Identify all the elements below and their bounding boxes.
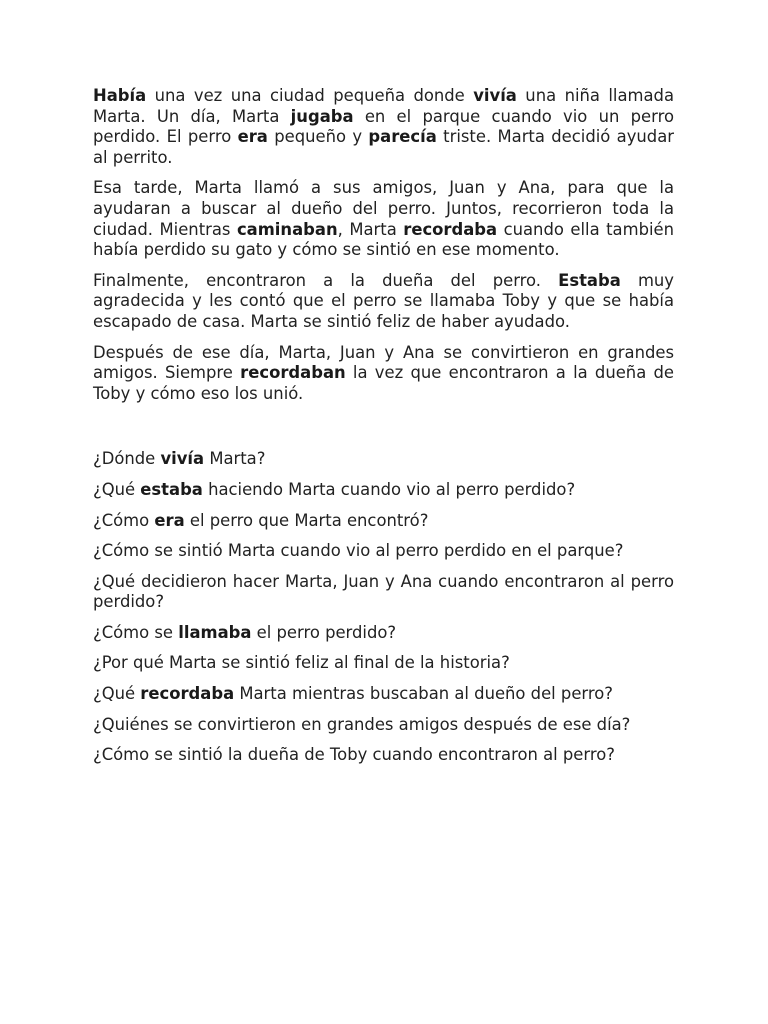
- emphasized-verb: era: [237, 127, 268, 147]
- text-run: muy agradecida y les contó que el perro se llamaba Toby y que se había escapado de casa. Marta se sintió feliz de haber ayudado.: [93, 270, 674, 331]
- text-run: Esa tarde, Marta llamó a sus amigos, Juan y Ana, para que la ayudaran a buscar al dueño del perro. Juntos, recorrieron toda la ciudad. Mientras: [93, 178, 674, 239]
- text-run: ¿Cómo se sintió Marta cuando vio al perro perdido en el parque?: [93, 541, 624, 561]
- text-run: ¿Cómo se: [93, 622, 179, 642]
- emphasized-verb: estaba: [140, 479, 203, 499]
- text-run: ¿Qué decidieron hacer Marta, Juan y Ana cuando encontraron al perro perdido?: [93, 571, 674, 612]
- story-paragraph: [93, 343, 674, 405]
- story-paragraph: [93, 86, 674, 168]
- text-run: el perro que Marta encontró?: [184, 510, 429, 530]
- text-run: cuando ella también había perdido su gato y cómo se sintió en ese momento.: [93, 219, 674, 260]
- text-run: el perro perdido?: [251, 622, 397, 642]
- text-run: ¿Cómo: [93, 510, 155, 530]
- emphasized-verb: caminaban: [236, 219, 338, 239]
- question-item: [93, 511, 674, 532]
- emphasized-verb: Estaba: [558, 270, 621, 290]
- emphasized-verb: jugaba: [290, 106, 354, 126]
- story-paragraph: [93, 271, 674, 333]
- text-run: haciendo Marta cuando vio al perro perdido?: [202, 479, 576, 499]
- question-item: [93, 684, 674, 705]
- emphasized-verb: parecía: [368, 127, 437, 147]
- question-item: [93, 745, 674, 766]
- emphasized-verb: recordaba: [140, 684, 235, 704]
- text-run: ¿Cómo se sintió la dueña de Toby cuando encontraron al perro?: [93, 745, 615, 765]
- comprehension-questions: [93, 449, 674, 766]
- text-run: triste. Marta decidió ayudar al perrito.: [93, 127, 674, 167]
- text-run: una vez una ciudad pequeña donde: [146, 86, 474, 105]
- text-run: , Marta: [337, 219, 404, 239]
- question-item: [93, 449, 674, 470]
- emphasized-verb: recordaban: [240, 363, 346, 383]
- text-run: la vez que encontraron a la dueña de Toby y cómo eso los unió.: [93, 363, 674, 403]
- text-run: Después de ese día, Marta, Juan y Ana se convirtieron en grandes amigos. Siempre: [93, 342, 674, 383]
- question-item: [93, 653, 674, 674]
- text-run: pequeño y: [267, 127, 369, 147]
- question-item: [93, 623, 674, 644]
- document-page: [93, 86, 674, 776]
- text-run: ¿Dónde: [93, 449, 161, 469]
- text-run: Marta?: [204, 449, 266, 469]
- question-item: [93, 572, 674, 613]
- story-text: [93, 86, 674, 404]
- question-item: [93, 480, 674, 501]
- question-item: [93, 715, 674, 736]
- text-run: ¿Por qué Marta se sintió feliz al final de la historia?: [93, 653, 510, 673]
- emphasized-verb: llamaba: [178, 622, 252, 642]
- emphasized-verb: vivía: [160, 449, 205, 469]
- question-item: [93, 541, 674, 562]
- text-run: ¿Qué: [93, 684, 141, 704]
- text-run: en el parque cuando vio un perro perdido. El perro: [93, 106, 674, 147]
- story-paragraph: [93, 178, 674, 260]
- text-run: ¿Qué: [93, 479, 141, 499]
- emphasized-verb: recordaba: [403, 219, 498, 239]
- text-run: una niña llamada Marta. Un día, Marta: [93, 86, 674, 126]
- emphasized-verb: vivía: [473, 86, 517, 105]
- text-run: ¿Quiénes se convirtieron en grandes amigos después de ese día?: [93, 714, 631, 734]
- text-run: Marta mientras buscaban al dueño del perro?: [234, 684, 613, 704]
- emphasized-verb: Había: [93, 86, 147, 105]
- emphasized-verb: era: [154, 510, 185, 530]
- text-run: Finalmente, encontraron a la dueña del perro.: [93, 270, 559, 290]
